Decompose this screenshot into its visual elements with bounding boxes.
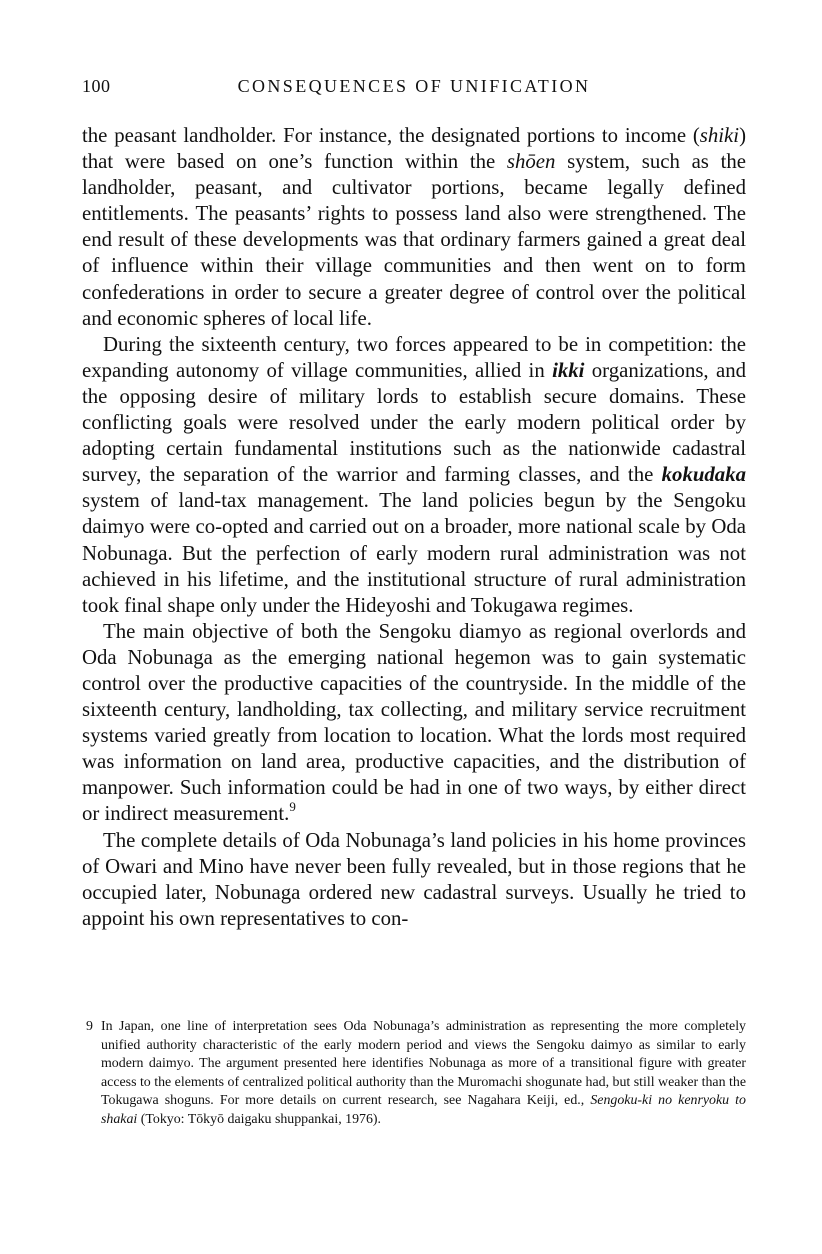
text-run: (Tokyo: Tōkyō daigaku shuppankai, 1976). <box>137 1111 382 1127</box>
text-run: ) that were based on one’s function within the <box>82 124 746 174</box>
text-run: system, such as the landholder, peasant, and cultivator portions, became legally defined entitlements. The peasants’ rights to possess land also were strengthened. The end result of these developments was that ordinary farmers gained a great deal of influence within their village communities and then went on to form confederations in order to secure a greater degree of control over the political and economic spheres of local life. <box>82 150 746 330</box>
citation-title: Sengoku-ki no kenryoku to shakai <box>101 1093 746 1127</box>
text-run: During the sixteenth century, two forces appeared to be in competition: the expanding autonomy of village communities, allied in <box>82 332 746 382</box>
paragraph-4 <box>82 828 746 932</box>
term-ikki: ikki <box>552 358 585 382</box>
running-head <box>82 76 746 100</box>
text-run: In Japan, one line of interpretation sees Oda Nobunaga’s administration as representing the more completely unified authority characteristic of the early modern period and views the Sengoku daimyo as similar to early modern daimyo. The argument presented here identifies Nobunaga as more of a transitional figure with greater access to the elements of centralized political authority than the Muromachi shogunate had, but still weaker than the Tokugawa shoguns. For more details on current research, see Nagahara Keiji, ed., <box>101 1019 746 1109</box>
footnote-text <box>101 1018 746 1130</box>
text-run: The complete details of Oda Nobunaga’s land policies in his home provinces of Owari and Mino have never been fully revealed, but in those regions that he occupied later, Nobunaga ordered new cadastral surveys. Usually he tried to appoint his own representatives to con- <box>82 828 746 930</box>
body-text <box>82 123 746 932</box>
footnote-number: 9 <box>86 1019 93 1034</box>
footnote <box>82 1018 746 1130</box>
paragraph-1 <box>82 123 746 332</box>
term-kokudaka: kokudaka <box>661 463 746 487</box>
term-shoen: shōen <box>506 150 556 174</box>
paragraph-3 <box>82 619 746 828</box>
running-title: CONSEQUENCES OF UNIFICATION <box>237 76 591 96</box>
text-run: organizations, and the opposing desire of military lords to establish secure domains. These conflicting goals were resolved under the early modern political order by adopting certain fundamental institutions such as the nationwide cadastral survey, the separation of the warrior and farming classes, and the <box>82 358 746 487</box>
term-shiki: shiki <box>699 124 740 147</box>
text-run: system of land-tax management. The land policies begun by the Sengoku daimyo were co-opted and carried out on a broader, more national scale by Oda Nobunaga. But the perfection of early modern rural administration was not achieved in his lifetime, and the institutional structure of rural administration took final shape only under the Hideyoshi and Tokugawa regimes. <box>82 489 746 617</box>
text-run: the peasant landholder. For instance, the designated portions to income ( <box>82 124 700 147</box>
paragraph-2 <box>82 332 746 619</box>
footnote-reference[interactable]: 9 <box>289 798 296 814</box>
page-number: 100 <box>82 76 111 96</box>
text-run: The main objective of both the Sengoku diamyo as regional overlords and Oda Nobunaga as the emerging national hegemon was to gain systematic control over the productive capacities of the countryside. In the middle of the sixteenth century, landholding, tax collecting, and military service recruitment systems varied greatly from location to location. What the lords most required was information on land area, productive capacities, and the distribution of manpower. Such information could be had in one of two ways, by either direct or indirect measurement. <box>82 619 746 826</box>
